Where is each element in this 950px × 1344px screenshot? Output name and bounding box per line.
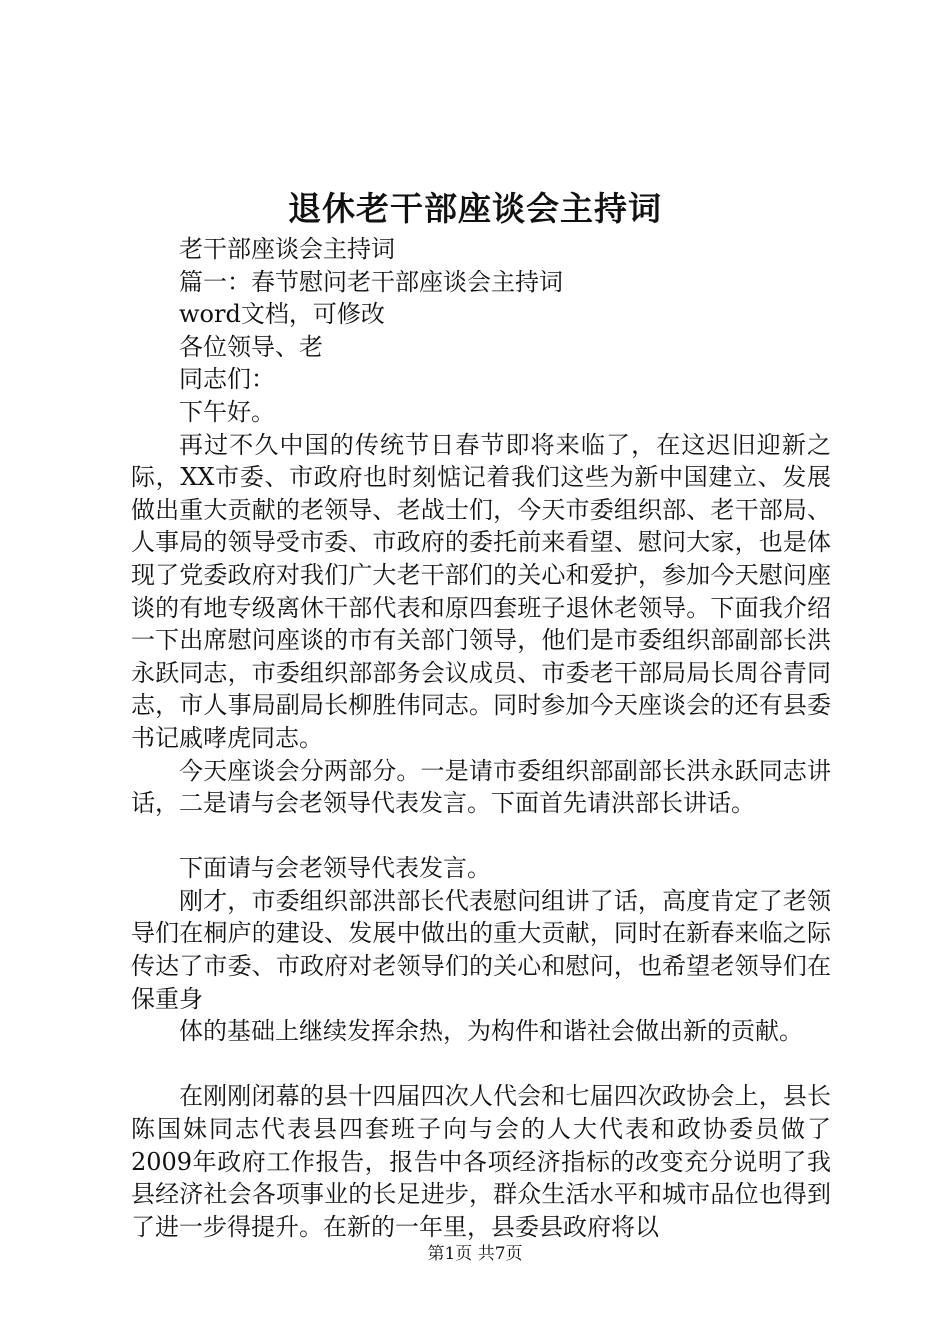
paragraph-chapter-heading: 篇一：春节慰问老干部座谈会主持词	[179, 267, 563, 296]
paragraph-word-note: word文档，可修改	[179, 300, 385, 329]
paragraph-invite-speakers: 下面请与会老领导代表发言。	[179, 854, 491, 883]
paragraph-work-report: 在刚刚闭幕的县十四届四次人代会和七届四次政协会上，县长陈国妹同志代表县四套班子向与会的人大代表和政协委员做了2009年政府工作报告，报告中各项经济指标的改变充分说明了我县经济社会各项事业的长足进步，群众生活水平和城市品位也得到了进一步得提升。在新的一年里，县委县政府将以	[131, 1082, 831, 1241]
paragraph-agenda: 今天座谈会分两部分。一是请市委组织部副部长洪永跃同志讲话，二是请与会老领导代表发言。下面首先请洪部长讲话。	[131, 756, 831, 818]
paragraph-greeting-leaders: 各位领导、老	[179, 332, 323, 361]
paragraph-summary: 刚才，市委组织部洪部长代表慰问组讲了话，高度肯定了老领导们在桐庐的建设、发展中做出的重大贡献，同时在新春来临之际传达了市委、市政府对老领导们的关心和慰问，也希望老领导们在保重身	[131, 886, 831, 1013]
document-body	[131, 233, 831, 1243]
paragraph-subtitle: 老干部座谈会主持词	[179, 235, 395, 263]
page-number-footer: 第1页 共7页	[427, 1244, 523, 1264]
paragraph-good-afternoon: 下午好。	[179, 397, 275, 426]
paragraph-introduction: 再过不久中国的传统节日春节即将来临了，在这迟旧迎新之际，XX市委、市政府也时刻惦记着我们这些为新中国建立、发展做出重大贡献的老领导、老战士们，今天市委组织部、老干部局、人事局的领导受市委、市政府的委托前来看望、慰问大家，也是体现了党委政府对我们广大老干部们的关心和爱护，参加今天慰问座谈的有地专级离休干部代表和原四套班子退休老领导。下面我介绍一下出席慰问座谈的市有关部门领导，他们是市委组织部副部长洪永跃同志，市委组织部部务会议成员、市委老干部局局长周谷青同志，市人事局副局长柳胜伟同志。同时参加今天座谈会的还有县委书记戚哮虎同志。	[131, 430, 831, 752]
paragraph-summary-continued: 体的基础上继续发挥余热，为构件和谐社会做出新的贡献。	[179, 1017, 803, 1046]
document-title: 退休老干部座谈会主持词	[288, 189, 662, 228]
paragraph-greeting-comrades: 同志们：	[179, 365, 275, 394]
